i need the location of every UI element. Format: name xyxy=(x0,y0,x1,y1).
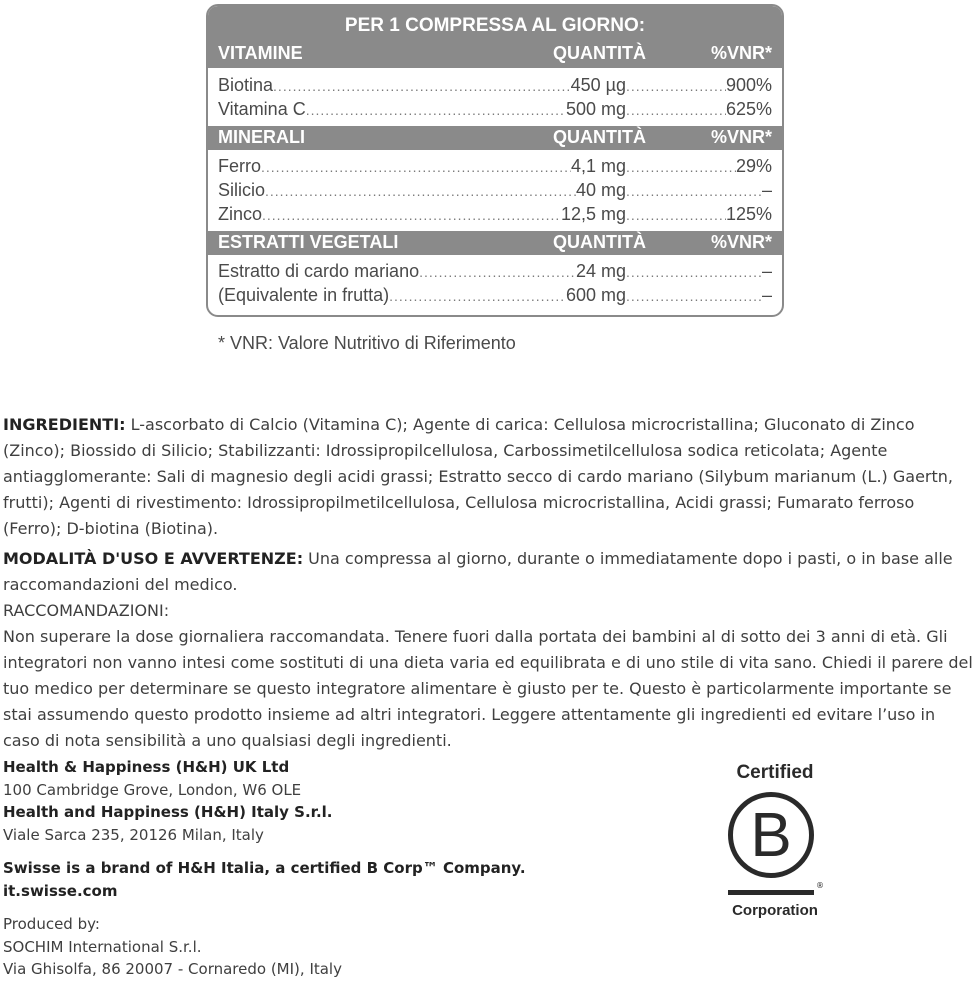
ingredients-text: L-ascorbato di Calcio (Vitamina C); Agente di carica: Cellulosa microcristallina; Gluconato di Zinco (Zinco); Biossido di Silicio; Stabilizzanti: Idrossipropilcellulosa, Carbossimetilcellulosa sodica reticolata; Agente antiagglomerante: Sali di magnesio degli acidi grassi; Estratto secco di cardo mariano (Silybum marianum (L.) Gaertn, frutti); Agenti di rivestimento: Idrossipropilmetilcellulosa, Cellulosa microcristallina, Acidi grassi; Fumarato ferroso (Ferro); D-biotina (Biotina). xyxy=(3,415,953,538)
table-row xyxy=(218,261,772,285)
vnr-footnote: * VNR: Valore Nutritivo di Riferimento xyxy=(218,333,516,353)
nutrient-vnr: 900% xyxy=(725,75,772,95)
nutrient-amount: 600 mg xyxy=(565,285,626,305)
ingredients-paragraph xyxy=(3,412,973,542)
table-title: PER 1 COMPRESSA AL GIORNO: xyxy=(344,15,646,36)
nutrient-name: Vitamina C xyxy=(218,99,306,119)
section-minerali xyxy=(208,150,782,231)
usage-text: Una compressa al giorno, durante o immediatamente dopo i pasti, o in base alle raccomandazioni del medico. xyxy=(3,549,953,594)
quantity-header: QUANTITÀ xyxy=(553,43,646,63)
section-header-minerali xyxy=(208,126,782,150)
uk-company-name: Health & Happiness (H&H) UK Ltd xyxy=(3,758,290,776)
table-row xyxy=(218,285,772,309)
b-corp-letter: B xyxy=(750,801,792,870)
nutrient-vnr: 125% xyxy=(725,204,772,224)
nutrient-name: Silicio xyxy=(218,180,266,200)
producer-address: Via Ghisolfa, 86 20007 - Cornaredo (MI), Italy xyxy=(3,960,342,978)
nutrient-amount: 450 µg xyxy=(570,75,626,95)
b-corp-logo xyxy=(720,760,830,925)
nutrient-name: Biotina xyxy=(218,75,274,95)
nutrient-amount: 12,5 mg xyxy=(560,204,626,224)
nutrition-table xyxy=(206,4,784,317)
section-vitamine xyxy=(208,68,782,126)
b-corp-corporation-text: Corporation xyxy=(732,902,818,919)
b-corp-certified-text: Certified xyxy=(736,762,814,783)
nutrient-vnr: – xyxy=(761,180,772,200)
produced-by-label: Produced by: xyxy=(3,915,100,933)
vnr-header: %VNR* xyxy=(710,127,772,147)
uk-company-address: 100 Cambridge Grove, London, W6 OLE xyxy=(3,780,302,799)
producer-name: SOCHIM International S.r.l. xyxy=(3,937,202,956)
table-header xyxy=(208,6,782,68)
table-row xyxy=(218,180,772,204)
nutrient-vnr: – xyxy=(761,285,772,305)
table-row xyxy=(218,99,772,123)
section-title: MINERALI xyxy=(218,127,305,147)
producer-info xyxy=(3,913,342,981)
table-row xyxy=(218,156,772,180)
nutrient-name: Ferro xyxy=(218,156,262,176)
usage-label: MODALITÀ D'USO E AVVERTENZE: xyxy=(3,549,304,568)
b-corp-bar xyxy=(728,890,814,895)
nutrient-vnr: 29% xyxy=(735,156,772,176)
table-row xyxy=(218,75,772,99)
nutrient-amount: 500 mg xyxy=(565,99,626,119)
nutrient-amount: 24 mg xyxy=(575,261,626,281)
vnr-header: %VNR* xyxy=(710,43,772,63)
section-header-row xyxy=(218,43,772,64)
section-estratti xyxy=(208,255,782,312)
registered-mark: ® xyxy=(816,881,824,890)
nutrient-vnr: 625% xyxy=(725,99,772,119)
usage-paragraph xyxy=(3,546,973,754)
nutrient-name: (Equivalente in frutta) xyxy=(218,285,390,305)
nutrient-amount: 4,1 mg xyxy=(570,156,626,176)
nutrient-name: Estratto di cardo mariano xyxy=(218,261,420,281)
ingredients-label: INGREDIENTI: xyxy=(3,415,126,434)
nutrient-name: Zinco xyxy=(218,204,263,224)
website-link[interactable]: it.swisse.com xyxy=(3,881,118,900)
quantity-header: QUANTITÀ xyxy=(553,232,646,252)
section-title: ESTRATTI VEGETALI xyxy=(218,232,399,252)
it-company-address: Viale Sarca 235, 20126 Milan, Italy xyxy=(3,825,264,844)
company-addresses xyxy=(3,756,332,846)
brand-info xyxy=(3,857,526,902)
brand-line: Swisse is a brand of H&H Italia, a certified B Corp™ Company. xyxy=(3,859,526,877)
quantity-header: QUANTITÀ xyxy=(553,127,646,147)
table-row xyxy=(218,204,772,228)
section-header-estratti xyxy=(208,231,782,255)
vnr-header: %VNR* xyxy=(710,232,772,252)
nutrient-vnr: – xyxy=(761,261,772,281)
b-corp-circle-icon xyxy=(728,792,814,878)
recommendations-text: Non superare la dose giornaliera raccomandata. Tenere fuori dalla portata dei bambini al di sotto dei 3 anni di età. Gli integratori non vanno intesi come sostituti di una dieta varia ed equilibrata e di uno stile di vita sano. Chiedi il parere del tuo medico per determinare se questo integratore alimentare è giusto per te. Questo è particolarmente importante se stai assumendo questo prodotto insieme ad altri integratori. Leggere attentamente gli ingredienti ed evitare l’uso in caso di nota sensibilità a uno qualsiasi degli ingredienti. xyxy=(3,627,973,750)
it-company-name: Health and Happiness (H&H) Italy S.r.l. xyxy=(3,803,333,821)
nutrient-amount: 40 mg xyxy=(575,180,626,200)
section-title: VITAMINE xyxy=(218,43,303,63)
recommendations-title: RACCOMANDAZIONI: xyxy=(3,601,170,620)
